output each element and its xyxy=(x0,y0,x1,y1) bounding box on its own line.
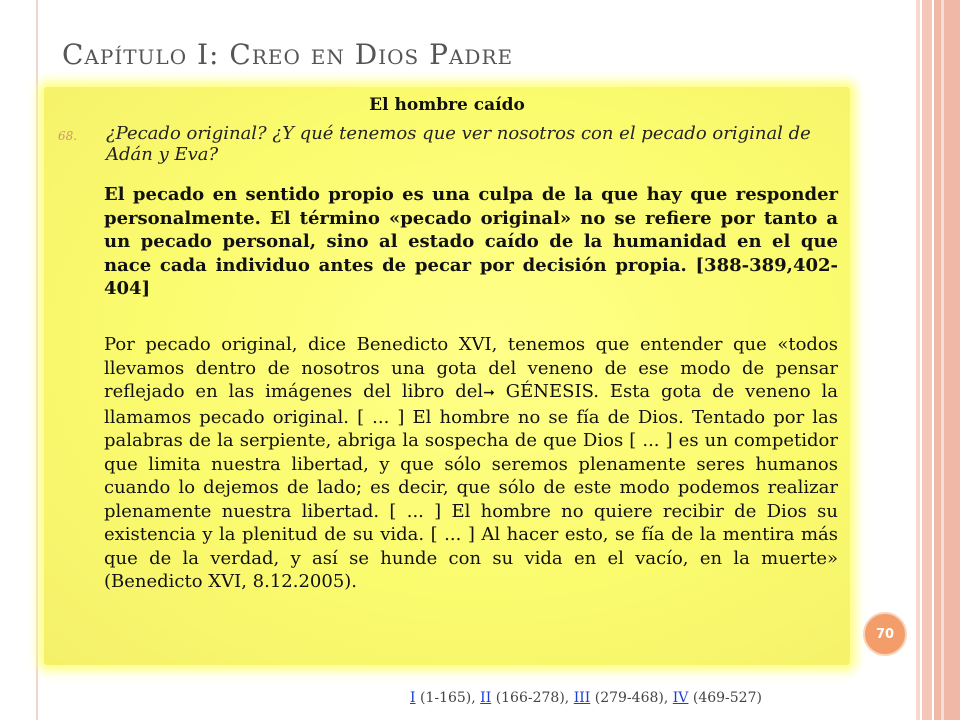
footer-link-part-2[interactable]: II xyxy=(480,690,492,706)
right-decorative-band xyxy=(922,0,932,720)
section-heading: El hombre caído xyxy=(369,95,525,115)
right-decorative-band xyxy=(941,0,944,720)
footer-part-links xyxy=(410,690,762,706)
footer-range-4: (469-527) xyxy=(692,690,762,706)
arrow-right-icon[interactable]: ➞ xyxy=(483,385,495,401)
question-number: 68. xyxy=(58,129,78,143)
slide-title: Capítulo I: Creo en Dios Padre xyxy=(62,38,514,71)
footer-link-part-3[interactable]: III xyxy=(573,690,591,706)
content-card xyxy=(44,87,850,665)
page-number-badge: 70 xyxy=(863,612,907,656)
right-decorative-band xyxy=(934,0,960,720)
footer-link-part-4[interactable]: IV xyxy=(672,690,689,706)
left-decorative-rule xyxy=(36,0,38,720)
footer-range-1: (1-165), xyxy=(419,690,476,706)
answer-text: El pecado en sentido propio es una culpa de la que hay que responder personalmente. El término «pecado original» no se refiere por tanto a un pecado personal, sino al estado caído de la humanidad en el que nace cada individuo antes de pecar por decisión propia. [388-389,402-404] xyxy=(104,184,838,299)
footer-range-2: (166-278), xyxy=(495,690,570,706)
footer-link-part-1[interactable]: I xyxy=(410,690,416,706)
footer-range-3: (279-468), xyxy=(594,690,669,706)
right-decorative-band xyxy=(916,0,920,720)
commentary-part-2: GÉNESIS. Esta gota de veneno la llamamos pecado original. [ ... ] El hombre no se fía de Dios. Tentado por las palabras de la serpiente, abriga la sospecha de que Dios [ ... ] es un competidor que limita nuestra libertad, y que sólo seremos plenamente seres humanos cuando lo dejemos de lado; es decir, que sólo de este modo podemos realizar plenamente nuestra libertad. [ ... ] El hombre no quiere recibir de Dios su existencia y la plenitud de su vida. [ ... ] Al hacer esto, se fía de la mentira más que de la verdad, y así se hunde con su vida en el vacío, en la muerte» (Benedicto XVI, 8.12.2005). xyxy=(104,381,838,592)
commentary-part-1: Por pecado original, dice Benedicto XVI, tenemos que entender que «todos llevamos dentro de nosotros una gota del veneno de ese modo de pensar reflejado en las imágenes del libro del xyxy=(104,334,838,402)
question-text: ¿Pecado original? ¿Y qué tenemos que ver nosotros con el pecado original de Adán y Eva? xyxy=(106,123,811,165)
commentary-text xyxy=(104,333,838,594)
